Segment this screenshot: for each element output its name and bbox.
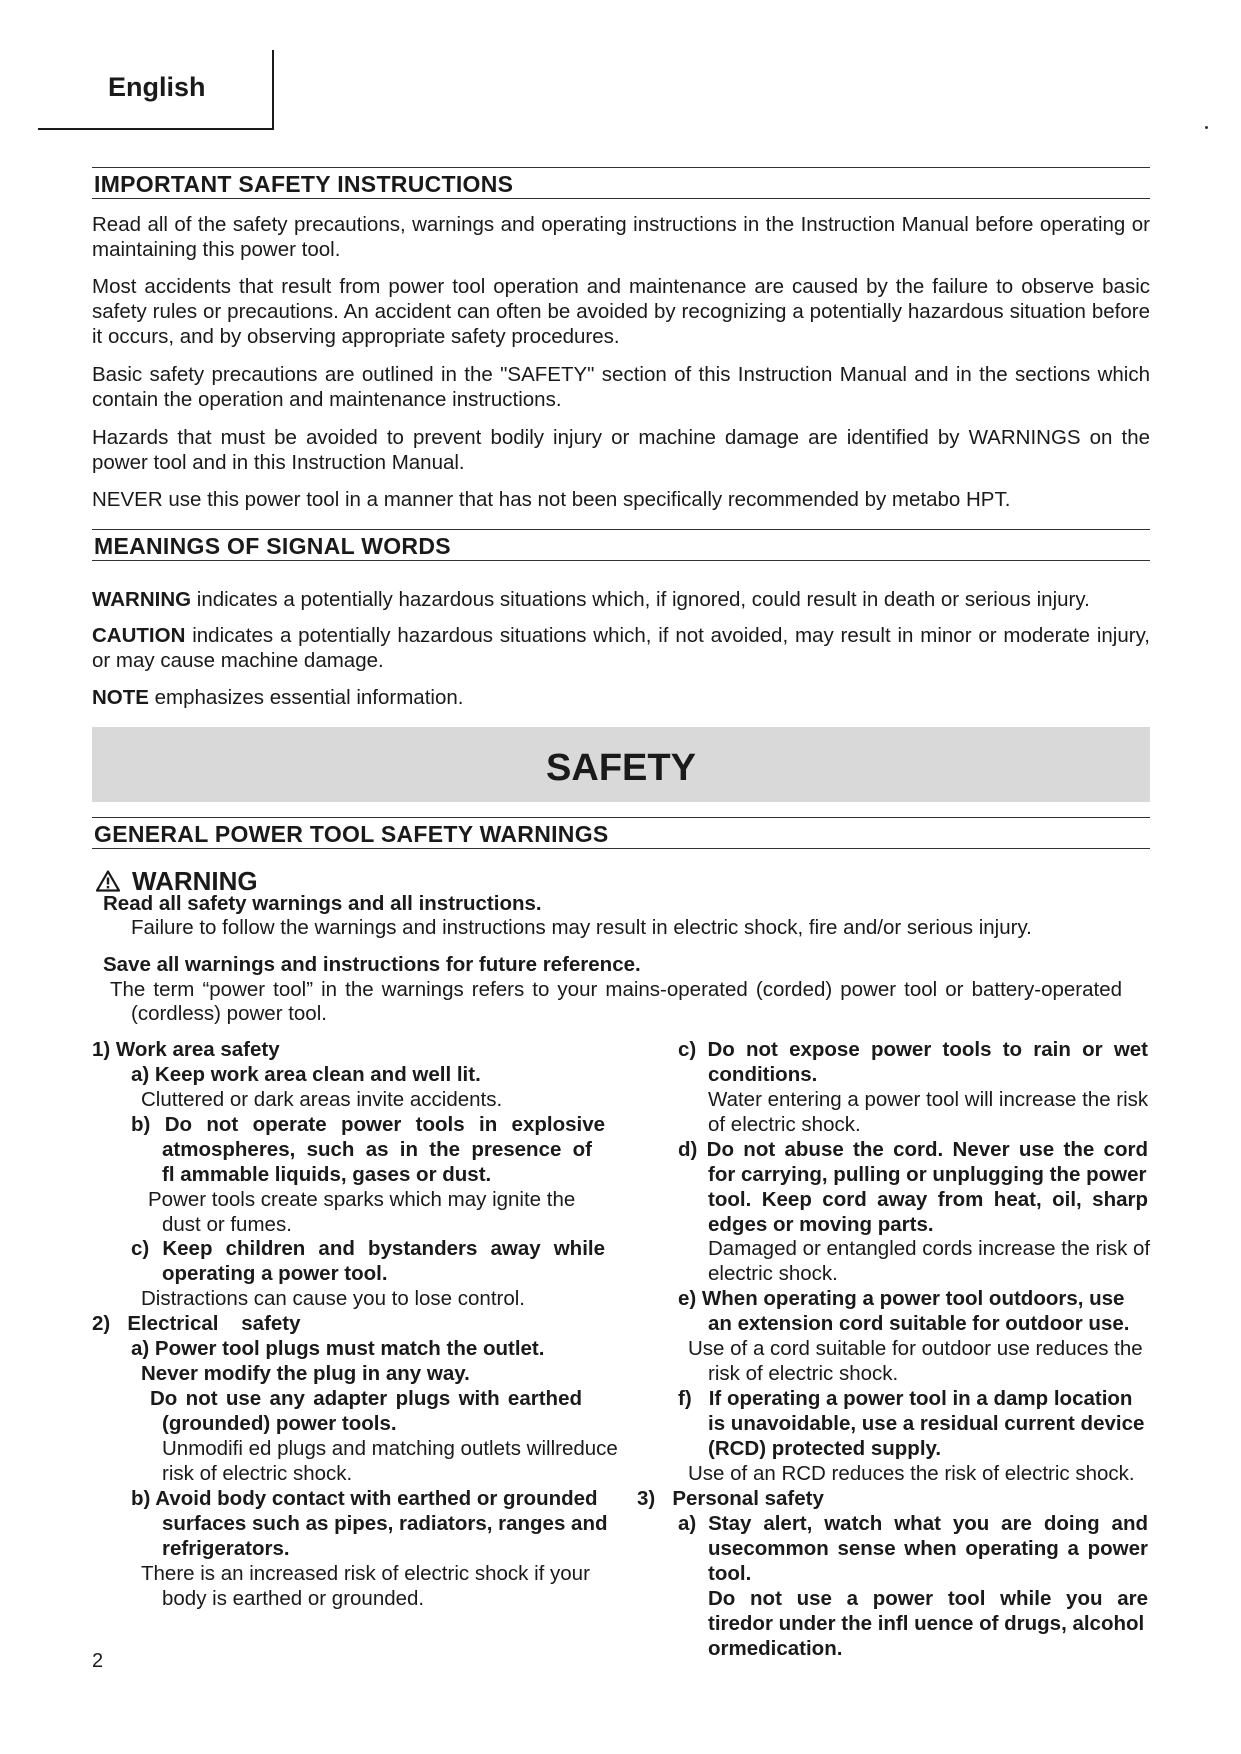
left-line-15: Do not use any adapter plugs with earthed — [150, 1387, 582, 1410]
right-line-18: Use of an RCD reduces the risk of electric shock. — [688, 1462, 1135, 1485]
left-line-09: c) Keep children and bystanders away while — [131, 1237, 605, 1260]
left-line-04: b) Do not operate power tools in explosive — [131, 1113, 605, 1136]
stray-dot — [1205, 126, 1208, 129]
language-label: English — [108, 72, 206, 102]
safety-banner — [92, 727, 1150, 802]
left-line-06: fl ammable liquids, gases or dust. — [162, 1163, 492, 1186]
left-line-21: refrigerators. — [162, 1537, 290, 1560]
right-line-02: conditions. — [708, 1063, 818, 1086]
right-line-13: Use of a cord suitable for outdoor use reduces the — [688, 1337, 1143, 1360]
right-line-04: of electric shock. — [708, 1113, 861, 1136]
important-para-3: Basic safety precautions are outlined in the "SAFETY" section of this Instruction Manual and in the sections which contain the operation and maintenance instructions. — [92, 363, 1150, 411]
left-line-11: Distractions can cause you to lose control. — [141, 1287, 525, 1310]
warning-label: WARNING — [132, 866, 258, 896]
right-line-15: f) If operating a power tool in a damp location — [678, 1387, 1133, 1410]
right-line-24: tiredor under the infl uence of drugs, alcohol — [708, 1612, 1145, 1635]
important-para-4: Hazards that must be avoided to prevent bodily injury or machine damage are identified by WARNINGS on the power tool and in this Instruction Manual. — [92, 426, 1150, 474]
power-tool-term-line-1: The term “power tool” in the warnings refers to your mains-operated (corded) power tool or battery-operated — [110, 978, 1122, 1001]
right-line-07: tool. Keep cord away from heat, oil, sharp — [708, 1188, 1148, 1211]
right-line-11: e) When operating a power tool outdoors, use — [678, 1287, 1125, 1310]
right-line-20: a) Stay alert, watch what you are doing and — [678, 1512, 1148, 1535]
left-line-23: body is earthed or grounded. — [162, 1587, 425, 1610]
left-line-18: risk of electric shock. — [162, 1462, 353, 1485]
right-line-09: Damaged or entangled cords increase the risk of — [708, 1237, 1151, 1260]
power-tool-term-line-2: (cordless) power tool. — [131, 1002, 327, 1025]
right-line-23: Do not use a power tool while you are — [708, 1587, 1148, 1610]
right-line-05: d) Do not abuse the cord. Never use the cord — [678, 1138, 1148, 1161]
important-para-5: NEVER use this power tool in a manner that has not been specifically recommended by metabo HPT. — [92, 488, 1011, 511]
left-line-12: 2) Electrical safety — [92, 1312, 301, 1335]
note-term: NOTE — [92, 686, 149, 709]
right-line-25: ormedication. — [708, 1637, 843, 1660]
note-definition: emphasizes essential information. — [148, 686, 464, 709]
caution-term: CAUTION — [92, 624, 186, 647]
left-line-19: b) Avoid body contact with earthed or grounded — [131, 1487, 598, 1510]
signal-caution — [92, 623, 1150, 673]
important-para-2: Most accidents that result from power tool operation and maintenance are caused by the failure to observe basic safety rules or precautions. An accident can often be avoided by recognizing a potentially hazardous situation before it occurs, and by observing appropriate safety procedures. — [92, 275, 1150, 348]
read-all-instruction: Read all safety warnings and all instructions. — [103, 892, 542, 915]
save-all-instruction: Save all warnings and instructions for future reference. — [103, 953, 641, 976]
right-line-08: edges or moving parts. — [708, 1213, 934, 1236]
right-line-10: electric shock. — [708, 1262, 838, 1285]
right-line-19: 3) Personal safety — [637, 1487, 824, 1510]
signal-note — [92, 685, 1150, 710]
left-line-07: Power tools create sparks which may ignite the — [148, 1188, 576, 1211]
left-line-22: There is an increased risk of electric shock if your — [141, 1562, 590, 1585]
warning-definition: indicates a potentially hazardous situations which, if ignored, could result in death or serious injury. — [191, 588, 1090, 611]
left-line-13: a) Power tool plugs must match the outlet. — [131, 1337, 545, 1360]
left-line-02: a) Keep work area clean and well lit. — [131, 1063, 481, 1086]
left-line-14: Never modify the plug in any way. — [141, 1362, 470, 1385]
left-line-17: Unmodifi ed plugs and matching outlets willreduce — [162, 1437, 618, 1460]
right-line-21: usecommon sense when operating a power — [708, 1537, 1148, 1560]
left-line-08: dust or fumes. — [162, 1213, 292, 1236]
right-line-12: an extension cord suitable for outdoor use. — [708, 1312, 1130, 1335]
left-line-16: (grounded) power tools. — [162, 1412, 397, 1435]
right-line-14: risk of electric shock. — [708, 1362, 899, 1385]
right-line-01: c) Do not expose power tools to rain or wet — [678, 1038, 1148, 1061]
left-line-03: Cluttered or dark areas invite accidents. — [141, 1088, 503, 1111]
important-para-1: Read all of the safety precautions, warnings and operating instructions in the Instruction Manual before operating or maintaining this power tool. — [92, 213, 1150, 261]
safety-banner-title: SAFETY — [546, 747, 696, 789]
important-safety-heading: IMPORTANT SAFETY INSTRUCTIONS — [92, 167, 1150, 199]
left-line-20: surfaces such as pipes, radiators, ranges and — [162, 1512, 608, 1535]
right-line-17: (RCD) protected supply. — [708, 1437, 942, 1460]
left-line-10: operating a power tool. — [162, 1262, 388, 1285]
right-line-22: tool. — [708, 1562, 752, 1585]
page-number: 2 — [92, 1650, 104, 1672]
language-tab — [38, 50, 274, 130]
left-line-05: atmospheres, such as in the presence of — [162, 1138, 592, 1161]
signal-warning — [92, 587, 1150, 612]
right-line-03: Water entering a power tool will increase the risk — [708, 1088, 1149, 1111]
caution-definition: indicates a potentially hazardous situations which, if not avoided, may result in minor or moderate injury, or may cause machine damage. — [92, 624, 1150, 672]
signal-words-heading: MEANINGS OF SIGNAL WORDS — [92, 529, 1150, 561]
warning-triangle-icon — [96, 870, 120, 892]
right-line-16: is unavoidable, use a residual current device — [708, 1412, 1145, 1435]
failure-text: Failure to follow the warnings and instructions may result in electric shock, fire and/or serious injury. — [131, 916, 1032, 939]
right-line-06: for carrying, pulling or unplugging the power — [708, 1163, 1147, 1186]
left-line-01: 1) Work area safety — [92, 1038, 280, 1061]
general-warnings-heading: GENERAL POWER TOOL SAFETY WARNINGS — [92, 817, 1150, 849]
warning-term: WARNING — [92, 588, 192, 611]
